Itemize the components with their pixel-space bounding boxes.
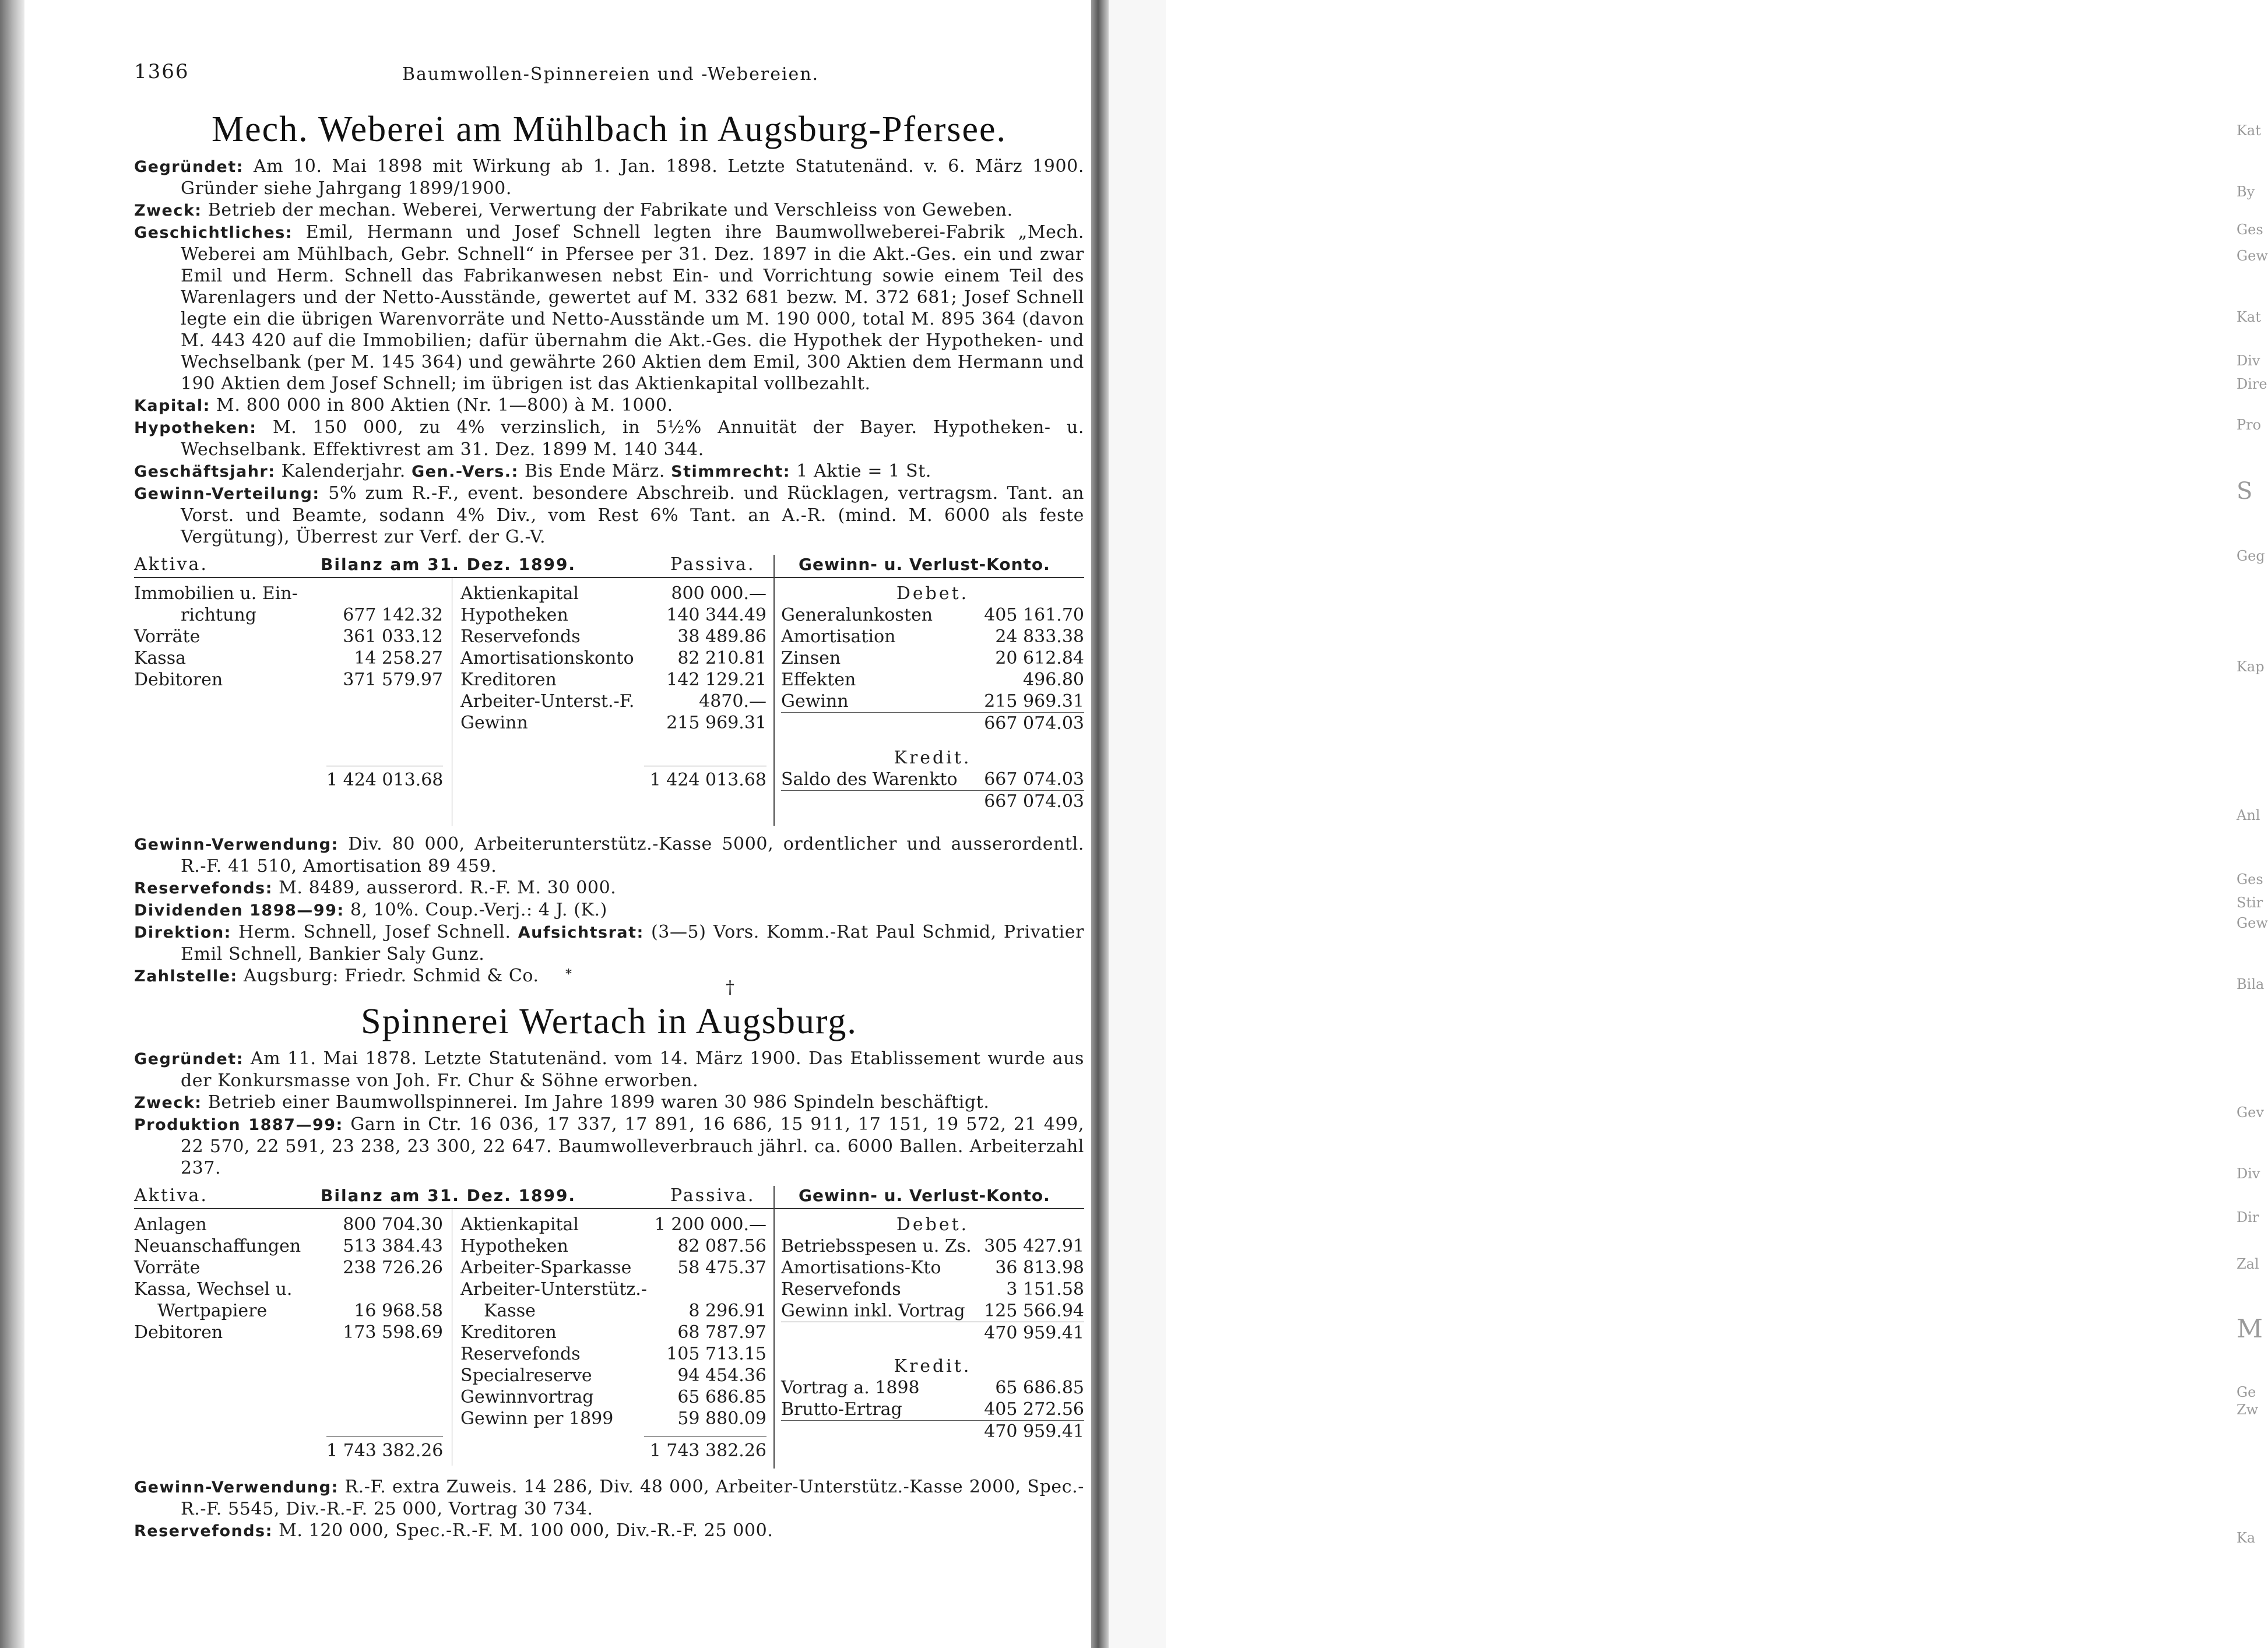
row-value: 59 880.09: [677, 1408, 766, 1429]
row-value: 215 969.31: [666, 713, 766, 733]
row-value: 4870.—: [699, 691, 766, 712]
bleed-text: Ge: [2237, 1384, 2256, 1400]
passiva-row: [460, 1257, 766, 1279]
balance-header: [134, 1185, 1084, 1208]
row-value: 125 566.94: [984, 1301, 1084, 1321]
entry-reserve: [134, 1520, 1084, 1542]
bleed-text: Anl: [2237, 807, 2260, 823]
aktiva-label: Aktiva.: [134, 554, 208, 575]
right-binding-shadow: [1091, 0, 1109, 1648]
entry-label: Gegründet:: [134, 158, 244, 176]
debet-row: [781, 1279, 1084, 1300]
debet-total-row: [781, 713, 1084, 734]
entry-label: Gewinn-Verwendung:: [134, 836, 339, 854]
row-value: 58 475.37: [677, 1258, 766, 1278]
entry-label: Hypotheken:: [134, 419, 257, 437]
debet-text: Debet.: [896, 1214, 969, 1235]
row-label: Reservefonds: [460, 626, 581, 647]
kredit-text: Kredit.: [894, 1356, 972, 1376]
entry-text: Betrieb der mechan. Weberei, Verwertung der Fabrikate und Verschleiss von Geweben.: [208, 200, 1013, 220]
entry-profit-use: [134, 833, 1084, 877]
aktiva-row: [134, 1235, 443, 1257]
row-value: 405 161.70: [984, 605, 1084, 625]
passiva-row: [460, 1408, 766, 1429]
kredit-row: [781, 769, 1084, 791]
debet-row: [781, 1300, 1084, 1322]
row-value: 8 296.91: [688, 1301, 766, 1321]
balance-sheet: [134, 1185, 1084, 1470]
company-title: Mech. Weberei am Mühlbach in Augsburg-Pfersee.: [212, 110, 1007, 149]
debet-row: [781, 669, 1084, 691]
aktiva-row: [134, 1322, 443, 1343]
row-label: Amortisationskonto: [460, 648, 634, 668]
entry-text: Emil, Hermann und Josef Schnell legten ihre Baumwollweberei-Fabrik „Mech. Weberei am Mühlbach, Gebr. Schnell“ in Pfersee per 31. Dez. 1897 in die Akt.-Ges. ein und zwar Emil und Herm. Schnell das Fabrikanwesen nebst Ein- und Vorrichtung sowie einem Teil des Warenlagers und der Netto-Ausstände, gewertet auf M. 332 681 bezw. M. 372 681; Josef Schnell legte ein die übrigen Warenvorräte und Netto-Ausstände um M. 190 000, total M. 895 364 (davon M. 443 420 auf die Immobilien; dafür übernahm die Akt.-Ges. die Hypothek der Hypotheken- und Wechselbank (per M. 145 364) und gewährte 260 Aktien dem Emil, 300 Aktien dem Hermann und 190 Aktien dem Josef Schnell; im übrigen ist das Aktienkapital vollbezahlt.: [181, 222, 1084, 394]
debet-row: [781, 1235, 1084, 1257]
entry-capital: [134, 395, 1084, 417]
entry-label: Direktion:: [134, 924, 231, 942]
row-label: Anlagen: [134, 1214, 207, 1235]
row-label: Wertpapiere: [157, 1301, 268, 1321]
passiva-label: Passiva.: [670, 1185, 755, 1206]
aktiva-total: 1 424 013.68: [326, 770, 444, 790]
entry-paying-agent: Zahlstelle: Augsburg: Friedr. Schmid & Co. * †: [134, 966, 735, 998]
debet-text: Debet.: [896, 583, 969, 604]
page-header: [134, 61, 1084, 96]
bleed-text: Pro: [2237, 417, 2262, 433]
passiva-row: [460, 1343, 766, 1365]
balance-body: [134, 577, 1084, 829]
row-value: 667 074.03: [984, 769, 1084, 790]
row-label: Amortisation: [781, 626, 896, 647]
row-label: Brutto-Ertrag: [781, 1399, 902, 1420]
bleed-text: Kap: [2237, 659, 2265, 675]
passiva-row: [460, 691, 766, 712]
bleed-text: Bila: [2237, 976, 2265, 992]
row-value: 24 833.38: [995, 626, 1084, 647]
passiva-label: Passiva.: [670, 554, 755, 575]
balance-title: Bilanz am 31. Dez. 1899.: [321, 1186, 576, 1205]
row-value: 94 454.36: [677, 1365, 766, 1386]
aktiva-row: [134, 1214, 443, 1235]
entry-label: Zweck:: [134, 202, 202, 220]
row-value: 800 000.—: [671, 583, 766, 604]
entry-text: Am 10. Mai 1898 mit Wirkung ab 1. Jan. 1898. Letzte Statutenänd. v. 6. März 1900. Gründer siehe Jahrgang 1899/1900.: [181, 156, 1085, 199]
row-label: Kreditoren: [460, 1322, 557, 1343]
bleed-text: Zw: [2237, 1401, 2259, 1418]
bleed-text: S: [2237, 478, 2253, 505]
row-value: 82 210.81: [677, 648, 766, 668]
entry-reserve: [134, 877, 1084, 899]
row-label: Vortrag a. 1898: [781, 1378, 920, 1398]
passiva-total: 1 743 382.26: [649, 1441, 766, 1461]
entry-text: M. 120 000, Spec.-R.-F. M. 100 000, Div.-R.-F. 25 000.: [279, 1520, 773, 1541]
debet-label: [781, 1214, 1084, 1235]
passiva-row: [460, 604, 766, 626]
entry-profit-use: [134, 1476, 1084, 1520]
row-value: 38 489.86: [677, 626, 766, 647]
entry-text: Div. 80 000, Arbeiterunterstütz.-Kasse 5000, ordentlicher und ausserordentl. R.-F. 41 510, Amortisation 89 459.: [181, 834, 1084, 876]
company-title: Spinnerei Wertach in Augsburg.: [361, 1002, 857, 1041]
entry-text: M. 8489, ausserord. R.-F. M. 30 000.: [279, 878, 617, 898]
page-number: 1366: [134, 60, 189, 83]
entry-label: Gen.-Vers.:: [411, 463, 519, 481]
entry-label: Produktion 1887—99:: [134, 1116, 343, 1134]
entry-label: Stimmrecht:: [671, 463, 791, 481]
row-label: Zinsen: [781, 648, 841, 668]
row-label: Gewinn: [460, 713, 528, 733]
entry-text: 8, 10%. Coup.-Verj.: 4 J. (K.): [350, 900, 607, 920]
row-value: 173 598.69: [343, 1322, 443, 1343]
entry-label: Gewinn-Verteilung:: [134, 485, 320, 503]
row-label: Gewinn inkl. Vortrag: [781, 1301, 965, 1321]
entry-label: Gewinn-Verwendung:: [134, 1478, 339, 1496]
bleed-text: Gev: [2237, 1104, 2264, 1121]
passiva-row: [460, 1279, 766, 1300]
entry-founded: [134, 156, 1084, 199]
row-value: 20 612.84: [995, 648, 1084, 668]
row-value: 677 142.32: [343, 605, 443, 625]
entry-fiscal-year: [134, 460, 1084, 483]
row-label: Kreditoren: [460, 670, 557, 690]
entry-label: Geschäftsjahr:: [134, 463, 276, 481]
passiva-row: [460, 1322, 766, 1343]
row-label: Reservefonds: [781, 1279, 901, 1300]
row-label: Kassa: [134, 648, 186, 668]
entry-purpose: [134, 199, 1084, 221]
aktiva-column: [134, 1214, 443, 1343]
entry-founded: [134, 1048, 1084, 1091]
row-label: Gewinn: [781, 691, 849, 712]
bleed-text: Div: [2237, 1165, 2260, 1182]
column-rule: [773, 1186, 775, 1469]
entry-text: Herm. Schnell, Josef Schnell.: [238, 922, 511, 942]
entry-dividends: [134, 899, 1084, 921]
balance-header: [134, 554, 1084, 577]
entry-board: [134, 921, 1084, 965]
running-head: Baumwollen-Spinnereien und -Webereien.: [402, 64, 820, 84]
profit-loss-column: [781, 1214, 1084, 1442]
entry-text: Bis Ende März.: [525, 461, 665, 481]
column-rule: [773, 555, 775, 826]
row-label: Reservefonds: [460, 1344, 581, 1364]
spacer: [781, 734, 1084, 747]
passiva-row: [460, 647, 766, 669]
entry-label: Gegründet:: [134, 1050, 244, 1068]
row-value: 3 151.58: [1006, 1279, 1084, 1300]
row-value: 65 686.85: [995, 1378, 1084, 1398]
row-value: 1 200 000.—: [654, 1214, 766, 1235]
aktiva-row: [134, 1300, 443, 1322]
aktiva-row: [134, 669, 443, 691]
bleed-text: Dire: [2237, 376, 2267, 392]
bleed-text: Gew: [2237, 248, 2268, 264]
entry-label: Reservefonds:: [134, 879, 273, 897]
bleed-text: Gew: [2237, 915, 2268, 931]
row-value: 305 427.91: [984, 1236, 1084, 1256]
balance-body: [134, 1208, 1084, 1471]
row-label: Specialreserve: [460, 1365, 592, 1386]
aktiva-row: [134, 1257, 443, 1279]
aktiva-label: Aktiva.: [134, 1185, 208, 1206]
row-label: Kassa, Wechsel u.: [134, 1279, 293, 1300]
row-value: 405 272.56: [984, 1399, 1084, 1420]
bleed-text: Div: [2237, 353, 2260, 369]
balance-title: Bilanz am 31. Dez. 1899.: [321, 555, 576, 574]
entry-profit-distribution: [134, 483, 1084, 548]
bleed-text: Ges: [2237, 221, 2263, 238]
row-label: Immobilien u. Ein-: [134, 583, 298, 604]
passiva-row: [460, 1386, 766, 1408]
passiva-row: [460, 626, 766, 647]
row-label: Generalunkosten: [781, 605, 933, 625]
profit-loss-title: Gewinn- u. Verlust-Konto.: [799, 555, 1050, 574]
row-label: Aktienkapital: [460, 583, 579, 604]
aktiva-row: [134, 1279, 443, 1300]
row-value: 371 579.97: [343, 670, 443, 690]
row-value: 513 384.43: [343, 1236, 443, 1256]
row-value: 105 713.15: [666, 1344, 766, 1364]
row-label: Hypotheken: [460, 1236, 568, 1256]
entry-text: Garn in Ctr. 16 036, 17 337, 17 891, 16 686, 15 911, 17 151, 19 572, 21 499, 22 570, 22 591, 23 238, 23 300, 22 647. Baumwolleverbrauch jährl. ca. 6000 Ballen. Arbeiterzahl 237.: [181, 1114, 1084, 1178]
bleed-text: Kat: [2237, 122, 2261, 139]
entry-text: (3—5) Vors. Komm.-Rat Paul Schmid, Privatier Emil Schnell, Bankier Saly Gunz.: [181, 922, 1085, 964]
passiva-row: [460, 712, 766, 734]
row-label: Vorräte: [134, 626, 201, 647]
entry-text: R.-F. extra Zuweis. 14 286, Div. 48 000, Arbeiter-Unterstütz.-Kasse 2000, Spec.-R.-F. 5545, Div.-R.-F. 25 000, Vortrag 30 734.: [181, 1477, 1085, 1519]
debet-row: [781, 647, 1084, 669]
debet-row: [781, 604, 1084, 626]
row-label: Arbeiter-Unterst.-F.: [460, 691, 635, 712]
entry-text: 1 Aktie = 1 St.: [796, 461, 932, 481]
row-label: Debitoren: [134, 670, 223, 690]
document-page: [134, 61, 1084, 1542]
aktiva-row: [134, 583, 443, 604]
bleed-text: Ges: [2237, 871, 2263, 888]
kredit-row: [781, 1399, 1084, 1421]
row-label: Neuanschaffungen: [134, 1236, 301, 1256]
kredit-total: 470 959.41: [984, 1421, 1084, 1442]
debet-label: [781, 583, 1084, 604]
entry-text: Augsburg: Friedr. Schmid & Co.: [243, 966, 539, 986]
entry-mortgages: [134, 417, 1084, 460]
row-label: Debitoren: [134, 1322, 223, 1343]
debet-row: [781, 626, 1084, 647]
row-label: Arbeiter-Sparkasse: [460, 1258, 632, 1278]
debet-row: [781, 1257, 1084, 1279]
row-value: 496.80: [1023, 670, 1084, 690]
row-label: Hypotheken: [460, 605, 568, 625]
passiva-row: [460, 669, 766, 691]
row-label: Effekten: [781, 670, 856, 690]
row-label: Amortisations-Kto: [781, 1258, 941, 1278]
entry-text: M. 150 000, zu 4% verzinslich, in 5½% Annuität der Bayer. Hypotheken- u. Wechselbank. Effektivrest am 31. Dez. 1899 M. 140 344.: [181, 417, 1085, 460]
row-value: 16 968.58: [354, 1301, 443, 1321]
kredit-row: [781, 1377, 1084, 1399]
entry-label: Reservefonds:: [134, 1522, 273, 1540]
left-page-edge: [0, 0, 24, 1648]
entry-label: Kapital:: [134, 397, 210, 415]
aktiva-row: [134, 626, 443, 647]
company-entry-2: [134, 1000, 1084, 1542]
sum-rule: [326, 1436, 443, 1437]
kredit-total: 667 074.03: [984, 791, 1084, 812]
bleed-text: Zal: [2237, 1256, 2259, 1272]
row-value: 800 704.30: [343, 1214, 443, 1235]
entry-text: 5% zum R.-F., event. besondere Abschreib. und Rücklagen, vertragsm. Tant. an Vorst. und Beamte, sodann 4% Div., vom Rest 6% Tant. an A.-R. (mind. M. 6000 als feste Vergütung), Überrest zur Verf. der G.-V.: [181, 483, 1084, 547]
debet-total: 667 074.03: [984, 713, 1084, 734]
profit-loss-column: [781, 583, 1084, 812]
aktiva-row: [134, 647, 443, 669]
passiva-row: [460, 583, 766, 604]
aktiva-row: [134, 604, 443, 626]
row-value: 142 129.21: [666, 670, 766, 690]
entry-text: Am 11. Mai 1878. Letzte Statutenänd. vom 14. März 1900. Das Etablissement wurde aus der Konkursmasse von Joh. Fr. Chur & Söhne erworben.: [181, 1048, 1084, 1091]
row-label: Betriebsspesen u. Zs.: [781, 1236, 972, 1256]
debet-total: 470 959.41: [984, 1323, 1084, 1343]
row-label: Arbeiter-Unterstütz.-: [460, 1279, 647, 1300]
next-page-bleed: [1109, 0, 2268, 1648]
entry-label: Zahlstelle:: [134, 967, 238, 985]
passiva-row: [460, 1365, 766, 1386]
row-label: Vorräte: [134, 1258, 201, 1278]
kredit-label: [781, 747, 1084, 769]
row-label: Aktienkapital: [460, 1214, 579, 1235]
bleed-text: Geg: [2237, 548, 2265, 564]
entry-text: Betrieb einer Baumwollspinnerei. Im Jahre 1899 waren 30 986 Spindeln beschäftigt.: [208, 1092, 990, 1112]
row-value: 14 258.27: [354, 648, 443, 668]
balance-sheet: [134, 554, 1084, 827]
row-label: Gewinn per 1899: [460, 1408, 614, 1429]
passiva-total: 1 424 013.68: [649, 770, 766, 790]
row-value: 82 087.56: [677, 1236, 766, 1256]
passiva-row: [460, 1300, 766, 1322]
entry-label: Dividenden 1898—99:: [134, 902, 344, 920]
entry-label: Aufsichtsrat:: [518, 924, 644, 942]
kredit-text: Kredit.: [894, 748, 972, 768]
passiva-row: [460, 1235, 766, 1257]
bleed-text: Kat: [2237, 309, 2261, 325]
row-value: 215 969.31: [984, 691, 1084, 712]
row-value: 65 686.85: [677, 1387, 766, 1407]
entry-history: [134, 221, 1084, 395]
row-value: 36 813.98: [995, 1258, 1084, 1278]
bleed-text: By: [2237, 184, 2255, 200]
profit-loss-title: Gewinn- u. Verlust-Konto.: [799, 1186, 1050, 1205]
row-label: richtung: [181, 605, 256, 625]
row-label: Saldo des Warenkto: [781, 769, 958, 790]
sum-rule: [644, 1436, 766, 1437]
entry-text: M. 800 000 in 800 Aktien (Nr. 1—800) à M. 1000.: [216, 395, 673, 415]
aktiva-column: [134, 583, 443, 691]
aktiva-total: 1 743 382.26: [326, 1441, 444, 1461]
bleed-text: M: [2237, 1314, 2263, 1344]
row-value: 68 787.97: [677, 1322, 766, 1343]
row-value: 361 033.12: [343, 626, 443, 647]
row-label: Kasse: [484, 1301, 536, 1321]
debet-row: [781, 691, 1084, 713]
passiva-column: [460, 1214, 766, 1429]
entry-label: Zweck:: [134, 1094, 202, 1112]
row-label: Gewinnvortrag: [460, 1387, 594, 1407]
entry-label: Geschichtliches:: [134, 224, 293, 242]
bleed-text: Stir: [2237, 895, 2263, 911]
bleed-text: Ka: [2237, 1530, 2256, 1546]
entry-production: [134, 1114, 1084, 1179]
spacer: [781, 1344, 1084, 1355]
kredit-total-row: [781, 1421, 1084, 1442]
debet-total-row: [781, 1322, 1084, 1344]
company-entry-1: [134, 108, 1085, 998]
row-value: 140 344.49: [666, 605, 766, 625]
bleed-text: Dir: [2237, 1209, 2259, 1226]
entry-text: Kalenderjahr.: [281, 461, 406, 481]
passiva-column: [460, 583, 766, 734]
passiva-row: [460, 1214, 766, 1235]
row-value: 238 726.26: [343, 1258, 443, 1278]
kredit-total-row: [781, 791, 1084, 812]
kredit-label: [781, 1355, 1084, 1377]
entry-purpose: [134, 1091, 1084, 1114]
